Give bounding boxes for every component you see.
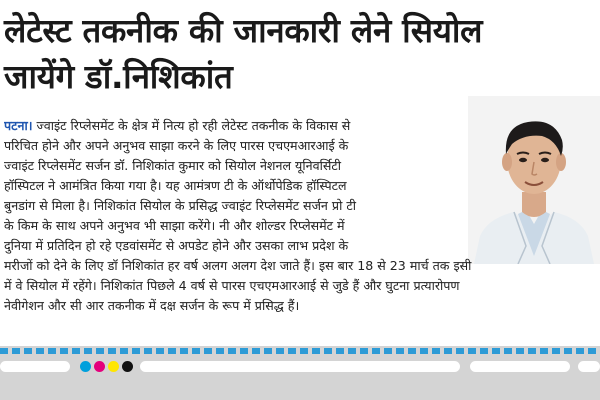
accent-dash bbox=[264, 348, 272, 354]
accent-dash bbox=[168, 348, 176, 354]
headline bbox=[4, 8, 600, 100]
accent-dash bbox=[36, 348, 44, 354]
accent-dash bbox=[288, 348, 296, 354]
headline-line-2: जायेंगे डॉ.निशिकांत bbox=[4, 57, 233, 96]
printer-mark-bar bbox=[578, 361, 600, 372]
printer-mark-bar bbox=[140, 361, 460, 372]
page-footer-bar bbox=[0, 346, 600, 400]
printer-mark-bar bbox=[470, 361, 570, 372]
accent-dash bbox=[396, 348, 404, 354]
article-line: के किम के साथ अपने अनुभव भी साझा करेंगे। नी और शोल्डर रिप्लेसमेंट में bbox=[4, 218, 345, 233]
article-line: ज्वाइंट रिप्लेसमेंट सर्जन डॉ. निशिकांत कुमार को सियोल नेशनल यूनिवर्सिटी bbox=[4, 158, 341, 173]
article-line: मरीजों को देने के लिए डॉ निशिकांत हर वर्ष अलग अलग देश जाते हैं। इस बार 18 से 23 मार्च तक इसी bbox=[4, 258, 472, 273]
yellow-dot-icon bbox=[108, 361, 119, 372]
magenta-dot-icon bbox=[94, 361, 105, 372]
accent-dash bbox=[468, 348, 476, 354]
accent-dash bbox=[48, 348, 56, 354]
accent-dash bbox=[564, 348, 572, 354]
accent-dash bbox=[480, 348, 488, 354]
accent-dash bbox=[504, 348, 512, 354]
accent-dash bbox=[0, 348, 8, 354]
accent-dash bbox=[552, 348, 560, 354]
accent-dash bbox=[408, 348, 416, 354]
accent-dash bbox=[240, 348, 248, 354]
accent-dash bbox=[216, 348, 224, 354]
black-dot-icon bbox=[122, 361, 133, 372]
accent-dash bbox=[324, 348, 332, 354]
article-body bbox=[4, 116, 600, 316]
accent-dash bbox=[252, 348, 260, 354]
article-line: हॉस्पिटल ने आमंत्रित किया गया है। यह आमंत्रण टी के ऑर्थोपेडिक हॉस्पिटल bbox=[4, 178, 347, 193]
article-line: परिचित होने और अपने अनुभव साझा करने के लिए पारस एचएमआरआई के bbox=[4, 138, 349, 153]
dateline: पटना। bbox=[4, 118, 33, 133]
cyan-dot-icon bbox=[80, 361, 91, 372]
accent-dash-divider bbox=[0, 348, 600, 354]
accent-dash bbox=[300, 348, 308, 354]
printer-marks bbox=[0, 360, 600, 376]
article-line: दुनिया में प्रतिदिन हो रहे एडवांसमेंट से अपडेट होने और उसका लाभ प्रदेश के bbox=[4, 238, 349, 253]
accent-dash bbox=[540, 348, 548, 354]
accent-dash bbox=[96, 348, 104, 354]
accent-dash bbox=[384, 348, 392, 354]
headline-line-1: लेटेस्ट तकनीक की जानकारी लेने सियोल bbox=[4, 11, 483, 50]
accent-dash bbox=[156, 348, 164, 354]
accent-dash bbox=[60, 348, 68, 354]
accent-dash bbox=[456, 348, 464, 354]
accent-dash bbox=[420, 348, 428, 354]
accent-dash bbox=[12, 348, 20, 354]
accent-dash bbox=[204, 348, 212, 354]
accent-dash bbox=[180, 348, 188, 354]
accent-dash bbox=[336, 348, 344, 354]
accent-dash bbox=[348, 348, 356, 354]
accent-dash bbox=[72, 348, 80, 354]
article-line: बुनडांग से मिला है। निशिकांत सियोल के प्रसिद्ध ज्वाइंट रिप्लेसमेंट सर्जन प्रो टी bbox=[4, 198, 356, 213]
accent-dash bbox=[588, 348, 596, 354]
accent-dash bbox=[360, 348, 368, 354]
article-line bbox=[4, 116, 470, 136]
accent-dash bbox=[516, 348, 524, 354]
accent-dash bbox=[108, 348, 116, 354]
article-line: नेवीगेशन और सी आर तकनीक में दक्ष सर्जन के रूप में प्रसिद्ध हैं। bbox=[4, 298, 300, 313]
accent-dash bbox=[312, 348, 320, 354]
article-line: में वे सियोल में रहेंगे। निशिकांत पिछले 4 वर्ष से पारस एचएमआरआई से जुडे हैं और घुटना प्रत्यारोपण bbox=[4, 278, 460, 293]
accent-dash bbox=[276, 348, 284, 354]
printer-mark-bar bbox=[0, 361, 70, 372]
accent-dash bbox=[528, 348, 536, 354]
accent-dash bbox=[372, 348, 380, 354]
accent-dash bbox=[444, 348, 452, 354]
accent-dash bbox=[432, 348, 440, 354]
accent-dash bbox=[192, 348, 200, 354]
accent-dash bbox=[132, 348, 140, 354]
accent-dash bbox=[84, 348, 92, 354]
accent-dash bbox=[492, 348, 500, 354]
accent-dash bbox=[24, 348, 32, 354]
accent-dash bbox=[576, 348, 584, 354]
accent-dash bbox=[228, 348, 236, 354]
accent-dash bbox=[120, 348, 128, 354]
article-line-text: ज्वाइंट रिप्लेसमेंट के क्षेत्र में नित्य हो रही लेटेस्ट तकनीक के विकास से bbox=[32, 118, 351, 133]
accent-dash bbox=[144, 348, 152, 354]
